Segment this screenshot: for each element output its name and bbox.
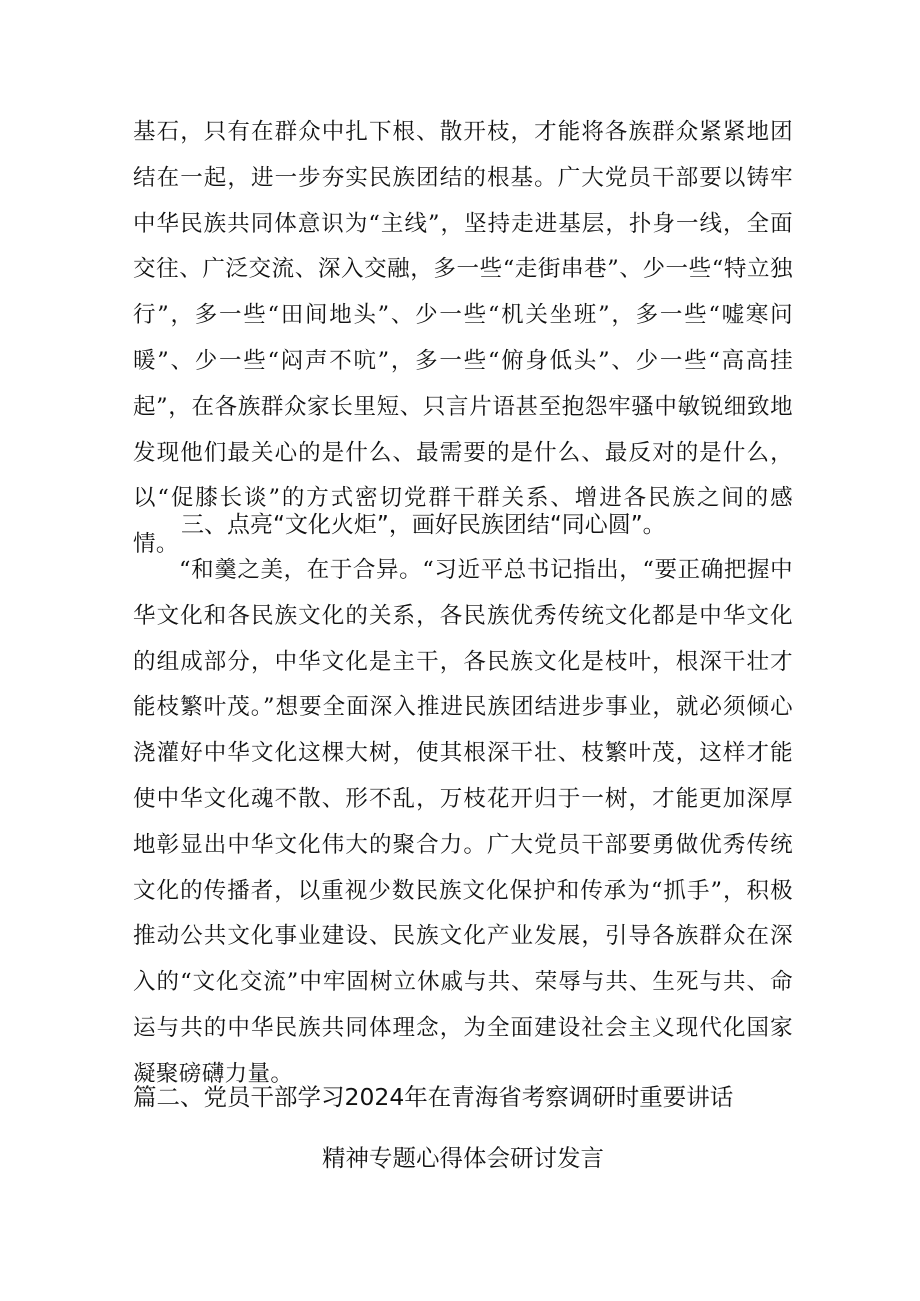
article-title-line-1: 篇二、党员干部学习2024年在青海省考察调研时重要讲话 bbox=[133, 1083, 734, 1111]
body-paragraph: “和羹之美，在于合异。“习近平总书记指出，“要正确把握中华文化和各民族文化的关系，各民族优秀传统文化都是中华文化的组成部分，中华文化是主干，各民族文化是枝叶，根深干壮才能枝繁叶茂。”想要全面深入推进民族团结进步事业，就必须倾心浇灌好中华文化这棵大树，使其根深干壮、枝繁叶茂，这样才能使中华文化魂不散、形不乱，万枝花开归于一树，才能更加深厚地彰显出中华文化伟大的聚合力。广大党员干部要勇做优秀传统文化的传播者，以重视少数民族文化保护和传承为“抓手”，积极推动公共文化事业建设、民族文化产业发展，引导各族群众在深入的“文化交流”中牢固树立休戚与共、荣辱与共、生死与共、命运与共的中华民族共同体理念，为全面建设社会主义现代化国家凝聚磅礴力量。 bbox=[133, 557, 793, 1087]
article-title-line-2: 精神专题心得体会研讨发言 bbox=[322, 1144, 604, 1172]
body-paragraph: 基石，只有在群众中扎下根、散开枝，才能将各族群众紧紧地团结在一起，进一步夯实民族团结的根基。广大党员干部要以铸牢中华民族共同体意识为“主线”，坚持走进基层，扑身一线，全面交往、广泛交流、深入交融，多一些“走街串巷”、少一些“特立独行”，多一些“田间地头”、少一些“机关坐班”，多一些“嘘寒问暖”、少一些“闷声不吭”，多一些“俯身低头”、少一些“高高挂起”，在各族群众家长里短、只言片语甚至抱怨牢骚中敏锐细致地发现他们最关心的是什么、最需要的是什么、最反对的是什么，以“促膝长谈”的方式密切党群干群关系、增进各民族之间的感情。 bbox=[133, 119, 793, 558]
section-heading: 三、点亮“文化火炬”，画好民族团结“同心圆”。 bbox=[181, 512, 666, 538]
